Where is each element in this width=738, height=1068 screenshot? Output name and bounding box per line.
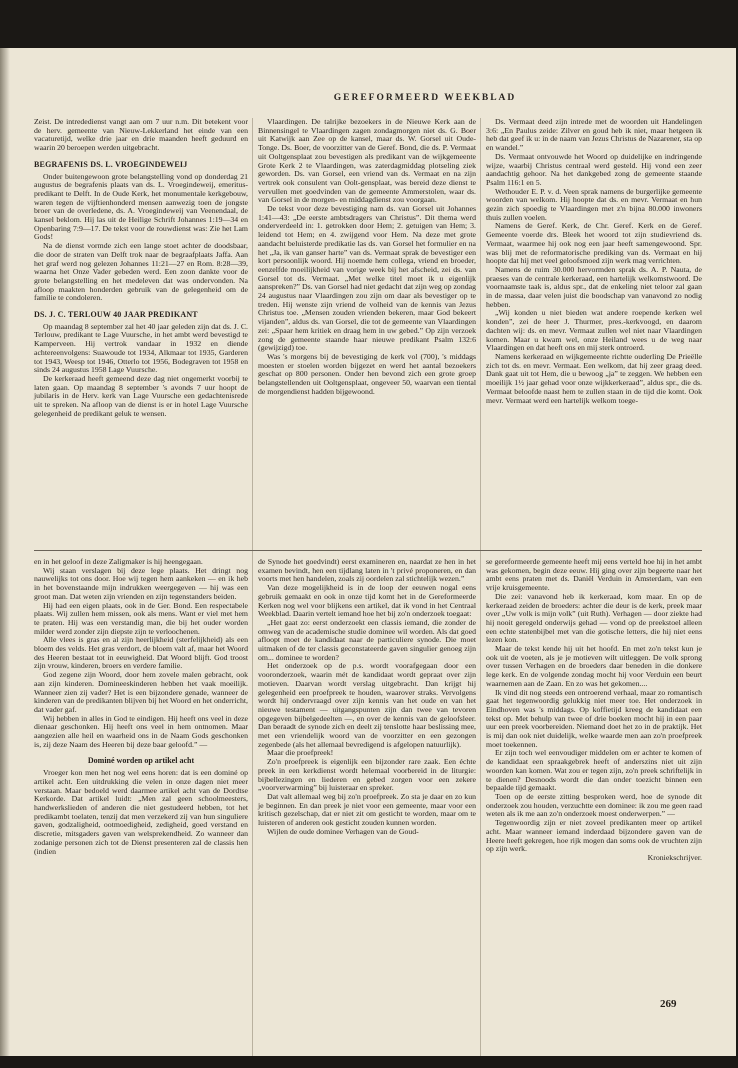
paragraph: Na de dienst vormde zich een lange stoet achter de doodsbaar, die door de straten van Delft trok naar de begraafplaats Jaffa. Aan het graf werd nog gelezen Johannes 11:21—27 en Rom. 8:28—39, waarna het Onze Vader gebeden werd. Een zoon dankte voor de grote belangstelling en het medeleven dat was ondervonden. Na afloop maakten honderden gebruik van de gelegenheid om de familie te condoleren. <box>34 241 248 303</box>
paragraph: Toen op de eerste zitting besproken werd, hoe de synode dit onderzoek zou houden, verzuchtte een dominee: ik zou me geen raad weten als ik me aan zo'n onderzoek moest onderwerpen.” — <box>486 791 702 819</box>
paragraph: Was 's morgens bij de bevestiging de kerk vol (700), 's middags moesten er stoelen worden bijgezet en werd het aantal bezoekers geschat op 800 personen. Onder hen bevond zich een grote groep belangstellenden uit Ooltgensplaat, ongeveer 50, waarvan een tiental de morgendienst hadden bijgewoond. <box>258 351 476 396</box>
bottom-column-2 <box>258 558 476 837</box>
heading-begrafenis: BEGRAFENIS DS. L. VROEGINDEWEIJ <box>34 159 188 169</box>
paragraph: Onder buitengewoon grote belangstelling vond op donderdag 21 augustus de begrafenis plaats van ds. L. Vroegindeweij, emeritus-predikant te Delft. In de Oude Kerk, het monumentale kerkgebouw, waren tegen de vijftienhonderd mensen aanwezig toen de jongste broer van de overledene, ds. A. Vroegindeweij van Veenendaal, de kansel beklom. Hij las uit de Heilige Schrift Johannes 1:19—34 en Openbaring 7:9—17. De tekst voor de rouwdienst was: Zie het Lam Gods! <box>34 171 248 242</box>
top-column-1 <box>34 118 248 419</box>
paragraph: Ik vind dit nog steeds een ontroerend verhaal, maar zo romantisch gaat het tegenwoordig gelukkig niet meer toe. Het onderzoek in Eindhoven was 's middags. Op koffietijd kreeg de kandidaat een tekst op. Met behulp van twee of drie boeken mocht hij in een paar uur een preek voorbereiden. Niemand doet het zo in de praktijk. Het is mij dan ook niet duidelijk, welke waarde men aan zo'n proefpreek moet toekennen. <box>486 687 702 749</box>
paragraph: de Synode het goedvindt) eerst examineren en, naardat ze hen in het examen bevindt, hen een tijdlang laten in 't privé proponeren, en dan voorts met hen handelen, zoals zij oordelen zal stichtelijk wezen.” <box>258 557 476 584</box>
page-number: 269 <box>660 998 677 1010</box>
paragraph: Namens de ruim 30.000 hervormden sprak ds. A. P. Nauta, de praeses van de centrale kerkeraad, een hartelijk welkomstwoord. De voornaamste taak is, aldus spr., dat de enkeling niet teloor zal gaan in de massa, daar velen juist die boodschap van vanavond zo nodig hebben. <box>486 264 702 309</box>
signature: Kroniekschrijver. <box>647 852 702 862</box>
paragraph: Maar de tekst kende hij uit het hoofd. En met zo'n tekst kun je ook uit de voeten, als je je motieven wilt uitleggen. De volk sprong over tussen Verhagen en de broeders daar beneden in die donkere lege kerk. En de volgende zondag mocht hij voor Verduin een beurt waarnemen aan de Zaan. En zo was het gekomen.... <box>486 644 702 688</box>
paragraph: Tegenwoordig zijn er niet zoveel predikanten meer op artikel acht. Maar wanneer iemand inderdaad bijzondere gaven van de Heere heeft gekregen, hoe rijk mogen dan soms ook de vruchten zijn op zijn werk. <box>486 818 702 854</box>
paragraph: Hij had een eigen plaats, ook in de Ger. Bond. Een respectabele plaats. Wij zullen hem missen, ook als mens. Want er viel met hem te praten. Hij was een verstandig man, die bij het ouder worden milder werd zonder zijn diepste zijn te verloochenen. <box>34 600 248 636</box>
paragraph: Ds. Vermaat deed zijn intrede met de woorden uit Handelingen 3:6: „En Paulus zeide: Zilver en goud heb ik niet, maar hetgeen ik heb dat geef ik u: in de naam van Jezus Christus de Nazarener, sta op en wandel.” <box>486 117 702 153</box>
paragraph: „Het gaat zo: eerst onderzoekt een classis iemand, die zonder de omweg van de academische studie dominee wil worden. Als dat goed afloopt moet de kandidaat naar de particuliere synode. Die moet uitmaken of de ter classis geconstateerde gaven singulier genoeg zijn om... dominee te worden? <box>258 617 476 662</box>
paragraph: Dat valt allemaal weg bij zo'n proefpreek. Zo sta je daar en zo kun je beginnen. En dan preek je niet voor een gemeente, maar voor een kritisch gezelschap, dat er niet zit om gesticht te worden, maar om te luisteren of anderen ook gesticht zouden kunnen worden. <box>258 791 476 828</box>
intro-paragraph: Zeist. De intrededienst vangt aan om 7 uur n.m. Dit betekent voor de herv. gemeente van Nieuw-Lekkerland het einde van een vacaturetijd, welke drie jaar en drie maanden heeft geduurd en waarin 20 beroepen werden uitgebracht. <box>34 117 248 153</box>
paragraph: Wijlen de oude dominee Verhagen van de Goud- <box>267 826 419 836</box>
paragraph: „Wij konden u niet bieden wat andere roepende kerken wel konden”, zei de heer J. Thurmer, pres.-kerkvoogd, en daarom dachten wij: ds. en mevr. Vermaat zullen wel niet naar Vlaardingen komen. Maar u kwam wel, onze Heiland wees u de weg naar Vlaardingen en dat heeft ons en mij sterk ontroerd. <box>486 308 702 353</box>
paragraph: Zo'n proefpreek is eigenlijk een bijzonder rare zaak. Een échte preek in een kerkdienst wordt helemaal voorbereid in de liturgie: bijbellezingen en liederen en gebed zorgen voor een zekere „voorverwarming” bij luisteraar en spreker. <box>258 757 476 793</box>
paragraph: God zegene zijn Woord, door hem zovele malen gebracht, ook aan zijn kinderen. Domineeskinderen hebben het vaak moeilijk. Wanneer zien zij vader? Het is een bijzondere genade, wanneer de kinderen van de predikanten blijven bij het Woord en het onderricht, dat vader gaf. <box>34 670 248 714</box>
paragraph: Er zijn toch wel eenvoudiger middelen om er achter te komen of de kandidaat een spraakgebrek heeft of anderszins niet uit zijn woorden kan komen. Wat zou er tegen zijn, zo'n preek schriftelijk in te dienen? Desnoods wordt die dan onder toezicht binnen een bepaalde tijd gemaakt. <box>486 748 702 793</box>
paragraph: Maar die proefpreek! <box>267 748 334 758</box>
paragraph: De kerkeraad heeft gemeend deze dag niet ongemerkt voorbij te laten gaan. Op maandag 8 september 's avonds 7 uur hoopt de jubilaris in de Herv. kerk van Lage Vuursche een gedachtenisrede uit te spreken. Na afloop van de dienst is er in hotel Lage Vuursche gelegenheid de predikant geluk te wensen. <box>34 373 248 418</box>
paragraph: Van deze mogelijkheid is in de loop der eeuwen nogal eens gebruik gemaakt en ook in onze tijd komt het in de Gereformeerde Kerken nog wel voor blijkens een artikel, dat ik vond in het Centraal Weekblad. Daarin vertelt iemand hoe het bij zo'n onderzoek toegaat: <box>258 583 476 619</box>
top-column-3 <box>486 118 702 405</box>
paragraph: en in het geloof in deze Zaligmaker is hij heengegaan. <box>34 557 203 566</box>
column-rule <box>480 118 481 1056</box>
paragraph: Die zei: vanavond heb ik kerkeraad, kom maar. En op de kerkeraad zeiden de broeders: achter die deur is de kerk, preek maar over „Uw volk is mijn volk” (uit Ruth). Verhagen — door ziekte had hij nooit geregeld onderwijs gehad — vond op de preekstoel alleen een echte statenbijbel met van die gotische letters, die hij niet eens lezen kon. <box>486 591 702 645</box>
paragraph: Ds. Vermaat ontvouwde het Woord op duidelijke en indringende wijze, waarbij Christus centraal werd gesteld. Hij vond een zeer aandachtig gehoor. Na het dankgebed zong de gemeente staande Psalm 116:1 en 5. <box>486 151 702 187</box>
paragraph: Namens kerkeraad en wijkgemeente richtte ouderling De Prieëlle zich tot ds. en mevr. Vermaat. Een welkom, dat hij zeer graag deed. Dank gaat uit tot Hem, die u bewoog „ja” te zeggen. We hebben een moeilijk 1½ jaar gehad voor onze wijkkerkeraad”, aldus spr., die ds. Vermaat beloofde naast hem te zullen staan in de tijd die komt. Ook mevr. Vermaat werd een hartelijk welkom toege- <box>486 351 702 405</box>
bottom-column-1 <box>34 558 248 856</box>
paragraph: Namens de Geref. Kerk, de Chr. Geref. Kerk en de Geref. Gemeente voerde drs. Bleek het woord tot zijn studievriend ds. Vermaat, waarmee hij ook nog een jaar heeft samengewoond. Spr. was blij met de reformatorische prediking van ds. Vermaat en hij hoopte dat hij met veel geloofsmoed zijn werk mag verrichten. <box>486 221 702 266</box>
paragraph: Op maandag 8 september zal het 40 jaar geleden zijn dat ds. J. C. Terlouw, predikant te Lage Vuursche, in het ambt werd bevestigd te Kamperveen. Hij vertrok vandaar in 1932 en diende achtereenvolgens: Suawoude tot 1934, Alkmaar tot 1935, Garderen tot 1943, Weesp tot 1946, Otterlo tot 1956, Bodegraven tot 1958 en sinds 24 augustus 1958 Lage Vuursche. <box>34 321 248 375</box>
top-column-2 <box>258 118 476 397</box>
heading-terlouw: DS. J. C. TERLOUW 40 JAAR PREDIKANT <box>34 310 198 320</box>
bottom-column-3 <box>486 558 702 863</box>
paragraph: Vroeger kon men het nog wel eens horen: dat is een dominé op artikel acht. Een uitdrukking die velen in onze dagen niet meer verstaan. Maar bedoeld werd daarmee artikel acht van de Dordtse Kerkorde. Dat artikel luidt: „Men zal geen schoolmeesters, handwerkslieden of anderen die niet gestudeerd hebben, tot het predikambt toelaten, tenzij dat men verzekerd zij van hun singuliere gaven, godzaligheid, ootmoedigheid, zedigheid, goed verstand en discretie, mitsgaders gaven van welsprekendheid. Zo wanneer dan zodanige personen zich tot de Dienst presenteren zal de classis hen (indien <box>34 768 248 856</box>
paragraph: se gereformeerde gemeente heeft mij eens verteld hoe hij in het ambt was gekomen, begin deze eeuw. Hij ging over zijn begeerte naar het ambt eens praten met ds. Daniël Verduin in Amsterdam, van een vrije kruisgemeente. <box>486 557 702 593</box>
paragraph: De tekst voor deze bevestiging nam ds. van Gorsel uit Johannes 1:41—43: „De eerste ambtsdragers van Christus”. Dit thema werd onderverdeeld in: 1. getrokken door Hem; 2. getuigen van Hem; 3. leidend tot Hem; en 4. zwijgend voor Hem. Na deze met grote aandacht beluisterde predikatie las ds. van Gorsel het formulier en na het „Ja, ik van ganser harte” van ds. Vermaat sprak de bevestiger een kort persoonlijk woord. Hij noemde hem collega, vriend en broeder, eenzelfde moeilijkheid van vorige week bij het afscheid, zei ds. van Gorsel tot ds. Vermaat. „Met welke titel moet ik u eigenlijk aanspreken?” Ds. van Gorsel had niet gedacht dat zijn weg op zondag 24 augustus naar Vlaardingen zou zijn om daar als bevestiger op te treden. Hij wenste zijn vriend de volheid van de kennis van Jezus Christus toe. „Mensen zouden vrienden bekeren, maar God bekeert vijanden”, aldus ds. van Gorsel, die tot de gemeente van Vlaardingen zei: „Spaar hem kritiek en draag hem in uw gebed.” Op zijn verzoek zong de gemeente staande haar nieuwe predikant Psalm 132:6 (gewijzigd) toe. <box>258 204 476 353</box>
column-rule <box>252 118 253 1056</box>
section-divider <box>34 550 702 551</box>
paragraph: Wij staan verslagen bij deze lege plaats. Het dringt nog nauwelijks tot ons door. Hoe wij tegen hem aankeken — en ik heb in het bovenstaande mijn indrukken weergegeven — hij was een groot man. Dat weten zijn vrienden en zijn tegenstanders beiden. <box>34 565 248 601</box>
paragraph: Alle vlees is gras en al zijn heerlijkheid (sterfelijkheid) als een bloem des velds. Het gras verdort, de bloem valt af, maar het Woord des Heeren bestaat tot in eeuwigheid. Dat Woord blijft. God troost zijn vrouw, kinderen, broers en verdere familie. <box>34 635 248 671</box>
running-head: GEREFORMEERD WEEKBLAD <box>333 93 517 103</box>
paragraph: Het onderzoek op de p.s. wordt voorafgegaan door een vooronderzoek, waarin mét de kandidaat wordt gepraat over zijn motieven. Daarvan wordt verslag uitgebracht. Dan krijgt hij gelegenheid een proefpreek te houden, waarover straks. Vervolgens wordt hij ondervraagd over zijn kennis van het oude en van het nieuwe testament — uitgangspunten zijn dan twee van tevoren opgegeven bijbelgedeelten —, en over de kennis van de geloofsleer. Dan beraadt de synode zich en deelt zij tenslotte haar beslissing mee, met een vriendelijk woord van de voorzitter en een gezongen zegenbede (als het allemaal bevredigend is afgelopen natuurlijk). <box>258 661 476 749</box>
subheading-artikel-acht: Dominé worden op artikel acht <box>87 756 195 766</box>
paragraph: Vlaardingen. De talrijke bezoekers in de Nieuwe Kerk aan de Binnensingel te Vlaardingen zagen zondagmorgen niet ds. G. Boer uit Katwijk aan Zee op de kansel, maar ds. W. Gorsel uit Oude-Tonge. Ds. Boer, de voorzitter van de Geref. Bond, die ds. P. Vermaat uit Ooltgensplaat zou bevestigen als predikant van de wijkgemeente Grote Kerk 2 te Vlaardingen, was zaterdagmiddag plotseling ziek geworden. Ds. van Gorsel, een vriend van ds. Vermaat en na zijn vertrek ook consulent van Oolt-gensplaat, was bereid deze dienst te vervullen met goedvinden van de gemeente Ammerstolen, waar ds. van Gorsel in de morgen- en middagdienst zou voorgaan. <box>258 117 476 205</box>
paragraph: Wij hebben in alles in God te eindigen. Hij heeft ons veel in deze dienaar geschonken. Hij heeft ons veel in hem ontnomen. Maar aangezien alle heil en waarheid ons in de Naam Gods geschonken is, zij deze Naam des Heeren bij deze baar geloofd.” — <box>34 713 248 749</box>
paragraph: Wethouder E. P. v. d. Veen sprak namens de burgerlijke gemeente woorden van welkom. Hij hoopte dat ds. en mevr. Vermaat en hun gezin zich spoedig te Vlaardingen met z'n bijna 80.000 inwoners thuis zullen voelen. <box>486 186 702 222</box>
newspaper-page <box>0 48 736 1056</box>
